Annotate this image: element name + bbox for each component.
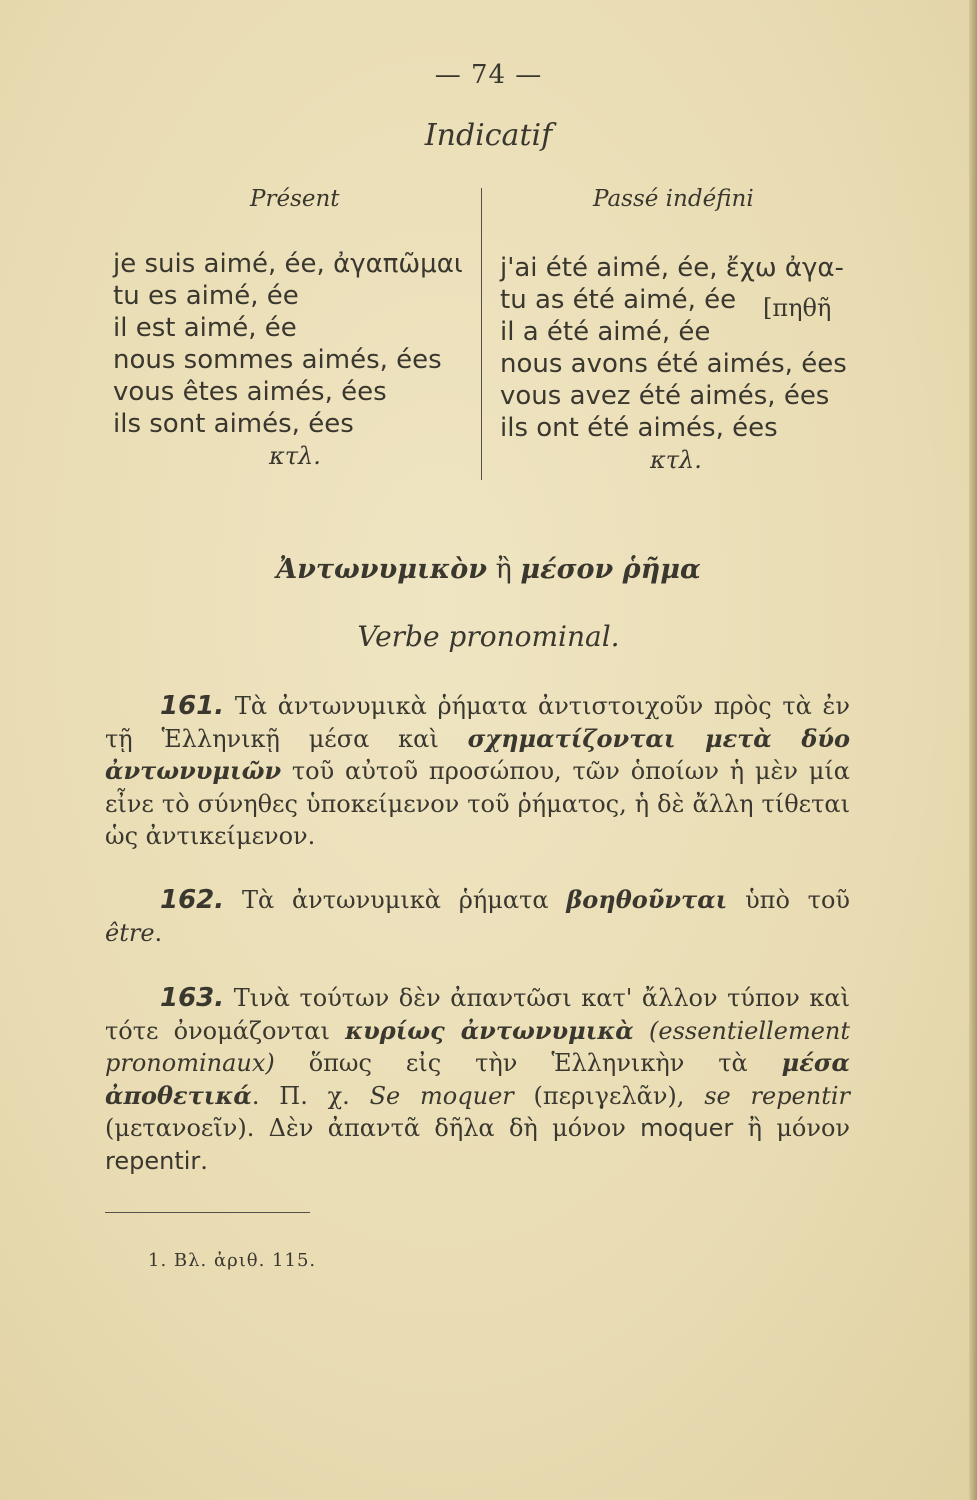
- paragraph-text: . Π. χ.: [251, 1081, 370, 1110]
- paragraph-text: ὅπως εἰς τὴν Ἑλληνικὴν τὰ: [274, 1049, 782, 1077]
- column-divider: [481, 188, 482, 480]
- conjugation-line: j'ai été aimé, ée, ἔχω ἀγα-: [500, 253, 844, 283]
- paragraph-text: τοῦ αὐτοῦ προσώπου, τῶν ὁποίων ἡ μὲν μία εἶνε τὸ σύνηθες ὑποκείμενον τοῦ ῥήματος, ἡ δὲ ἄλλη τίθεται ὡς ἀντικείμενον.: [105, 757, 850, 850]
- present-conjugation: [113, 248, 463, 472]
- conjugation-line: nous avons été aimés, ées: [500, 349, 847, 379]
- section-title-french: Verbe pronominal.: [357, 620, 620, 653]
- conjugation-line: il est aimé, ée: [113, 313, 297, 343]
- paragraph-text: [634, 1017, 649, 1045]
- conjugation-line: tu as été aimé, ée: [500, 285, 737, 315]
- paragraph-163: [105, 982, 850, 1177]
- french-term: repentir: [105, 1146, 201, 1175]
- etc-abbreviation: κτλ.: [650, 446, 702, 474]
- french-term: être: [105, 918, 155, 947]
- french-term: (essentiellement pronominaux): [105, 1016, 850, 1077]
- paragraph-text: (περιγελᾶν),: [513, 1081, 705, 1110]
- paragraph-number: 163.: [160, 983, 225, 1013]
- paragraph-161: [105, 690, 850, 853]
- paragraph-text: Τὰ ἀντωνυμικὰ ῥήματα: [224, 886, 567, 914]
- paragraph-text: Τὰ ἀντωνυμικὰ ῥήματα ἀντιστοιχοῦν πρὸς τὰ ἐν τῇ Ἑλληνικῇ μέσα καὶ: [105, 692, 850, 753]
- paragraph-162: [105, 884, 850, 949]
- paragraph-number: 161.: [160, 691, 225, 721]
- page-edge: [969, 0, 977, 1500]
- section-title-greek-part: Ἀντωνυμικὸν: [276, 554, 488, 585]
- paragraph-text: ὑπὸ τοῦ: [727, 886, 851, 914]
- conjugation-line: nous sommes aimés, ées: [113, 345, 442, 375]
- conjugation-line: vous avez été aimés, ées: [500, 381, 830, 411]
- present-heading: Présent: [250, 186, 340, 212]
- mood-title: Indicatif: [424, 118, 553, 153]
- bracket-continuation: [πηθῆ: [763, 294, 832, 322]
- conjugation-line: ils ont été aimés, ées: [500, 413, 778, 443]
- paragraph-text: ἢ μόνον: [733, 1114, 850, 1142]
- paragraph-text: Τινὰ τούτων δὲν ἀπαντῶσι κατ' ἄλλον τύπον καὶ τότε ὀνομάζονται: [105, 984, 850, 1045]
- passe-indefini-heading: Passé indéfini: [593, 186, 754, 212]
- paragraph-text: .: [200, 1146, 208, 1175]
- footnote: 1. Βλ. ἀριθ. 115.: [148, 1250, 317, 1271]
- conjugation-line: je suis aimé, ée, ἀγαπῶμαι: [113, 249, 463, 279]
- conjugation-line: il a été aimé, ée: [500, 317, 711, 347]
- paragraph-number: 162.: [160, 885, 225, 915]
- french-term: Se moquer: [369, 1081, 514, 1110]
- french-term: moquer: [640, 1114, 734, 1142]
- french-term: se repentir: [704, 1081, 851, 1110]
- emphasis-text: σχηματίζονται μετὰ δύο ἀντωνυμιῶν: [105, 723, 851, 785]
- conjugation-line: vous êtes aimés, ées: [113, 377, 387, 407]
- paragraph-text: (μετανοεῖν). Δὲν ἀπαντᾶ δῆλα δὴ μόνον: [105, 1114, 641, 1142]
- footnote-rule: [105, 1212, 310, 1213]
- section-title-or: ἢ: [495, 554, 512, 585]
- etc-abbreviation: κτλ.: [269, 442, 321, 470]
- conjugation-line: tu es aimé, ée: [113, 281, 299, 311]
- conjugation-line: ils sont aimés, ées: [113, 409, 354, 439]
- page-number: — 74 —: [434, 60, 543, 90]
- emphasis-text: βοηθοῦνται: [566, 885, 728, 914]
- emphasis-text: μέσα ἀποθετικά: [105, 1048, 850, 1110]
- emphasis-text: κυρίως ἀντωνυμικὰ: [345, 1015, 634, 1045]
- section-title-greek: [0, 554, 977, 585]
- paragraph-text: .: [154, 918, 163, 947]
- passe-indefini-conjugation: [500, 252, 847, 476]
- section-title-greek-part: μέσον ῥῆμα: [520, 554, 701, 585]
